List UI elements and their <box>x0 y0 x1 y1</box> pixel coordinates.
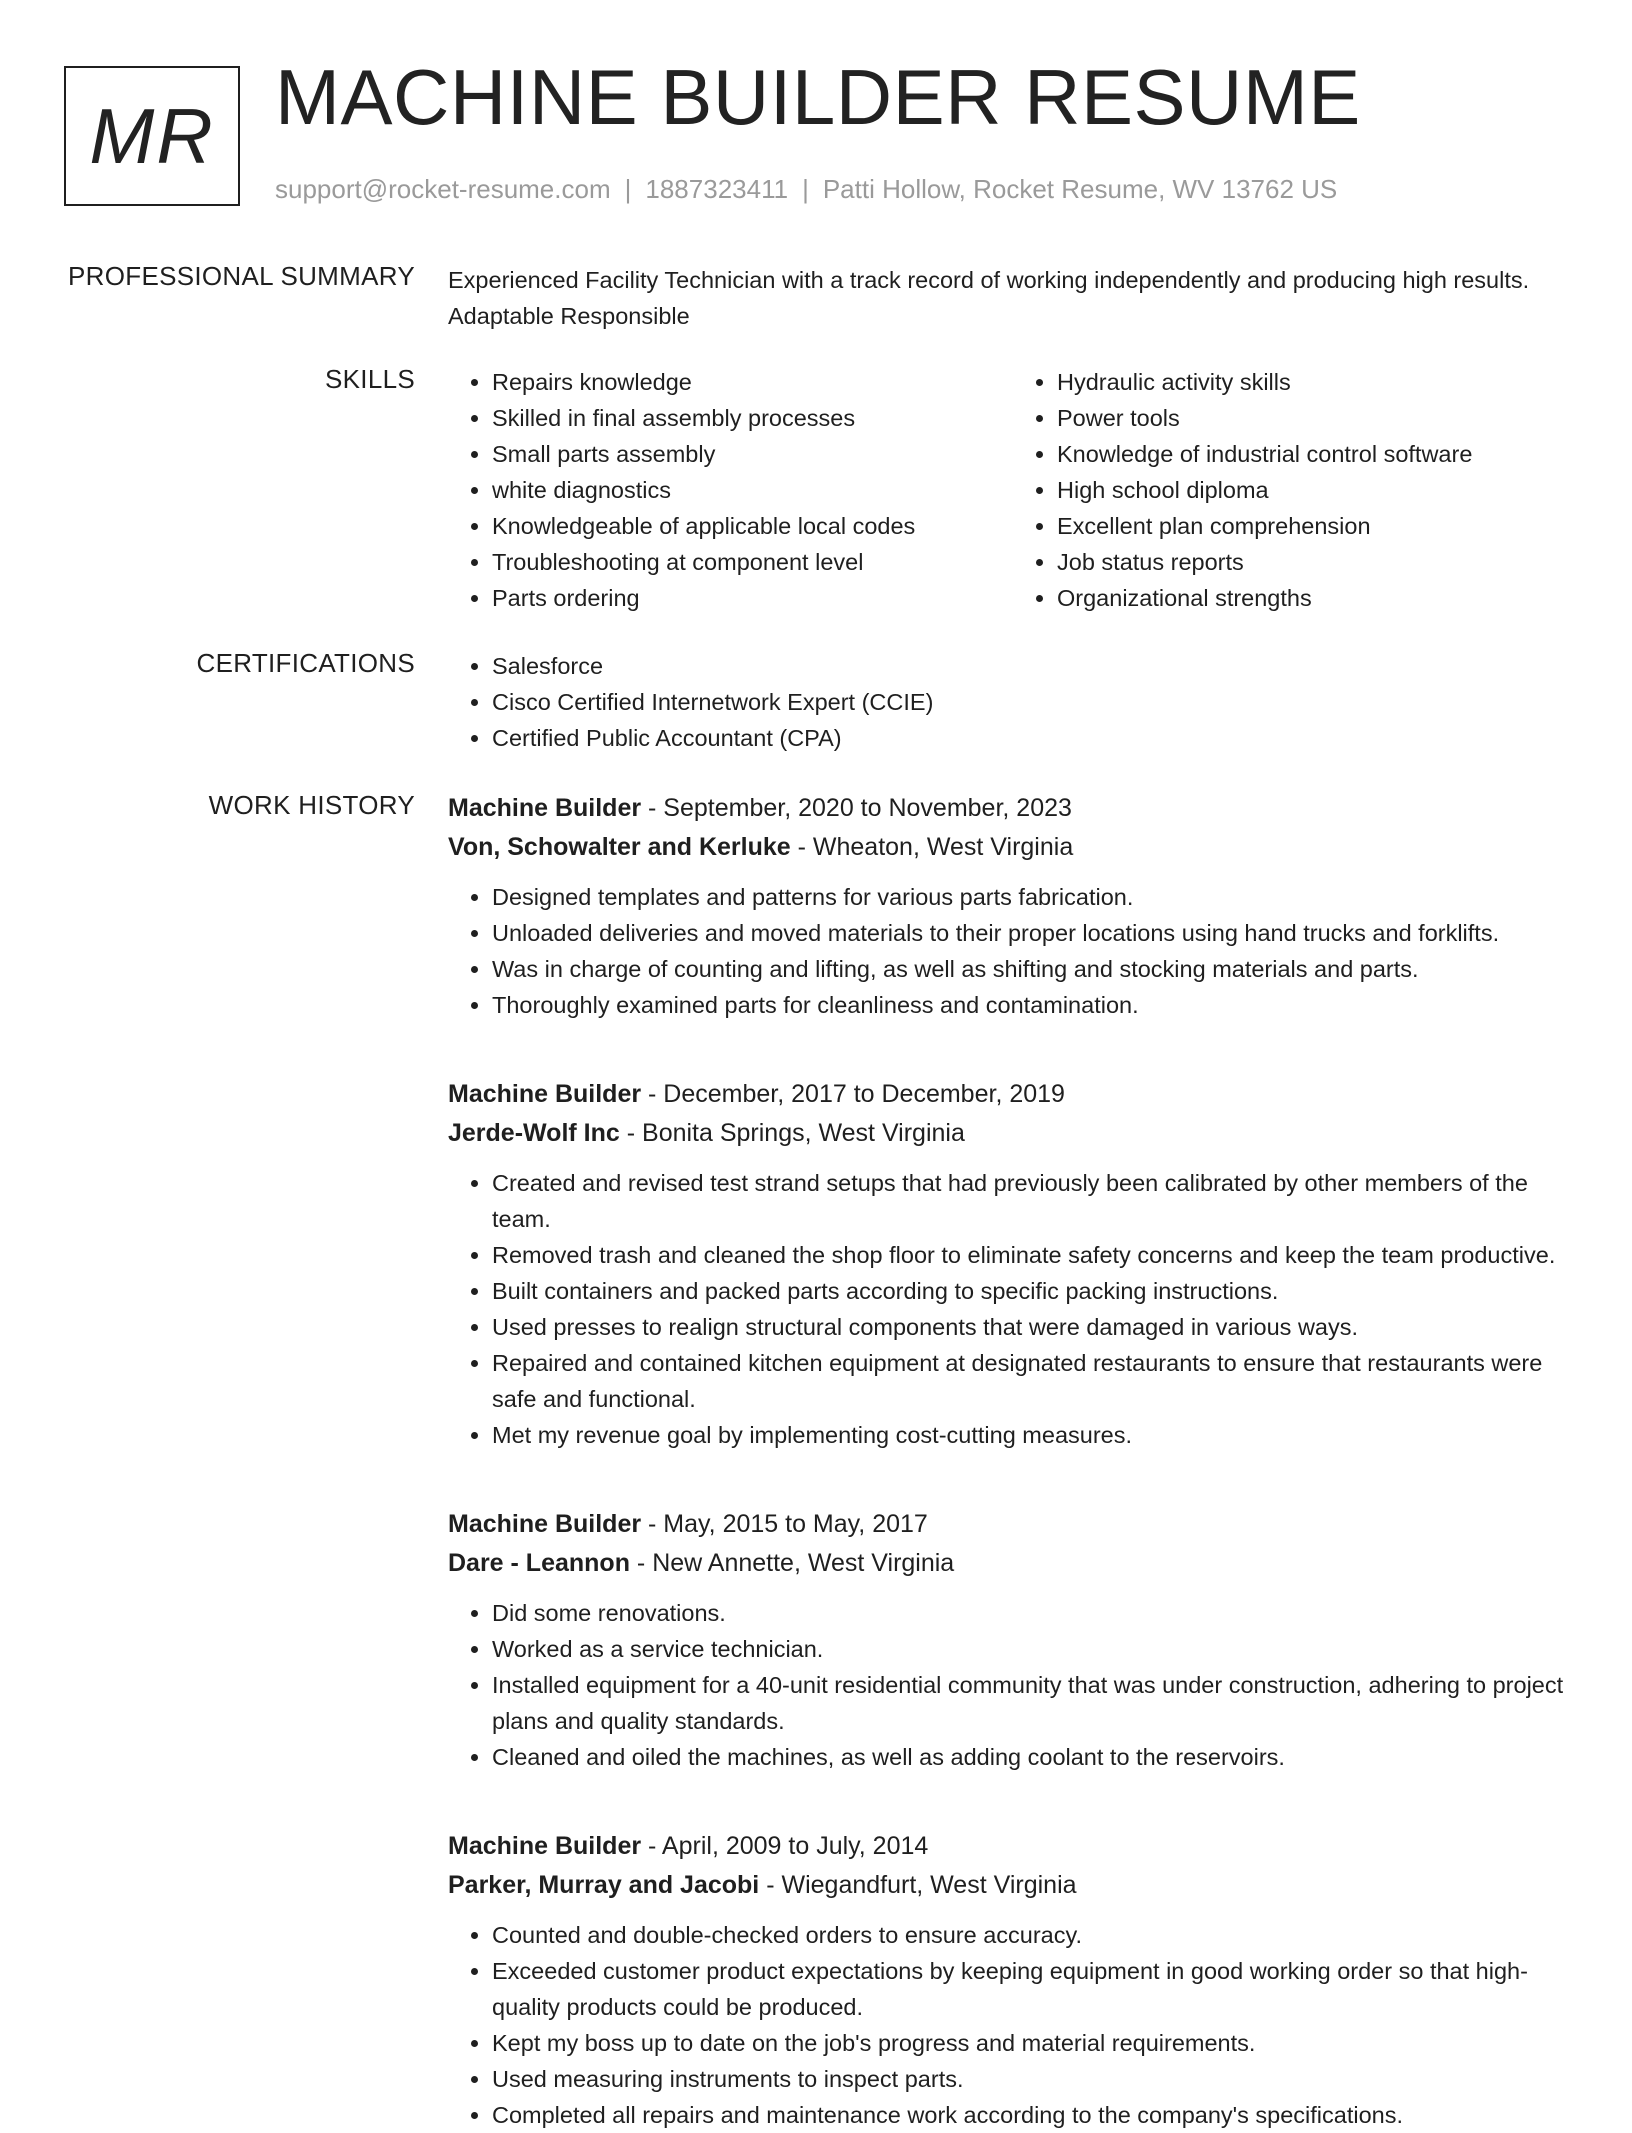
job-bullet: • Counted and double-checked orders to ensure accuracy. <box>492 1917 1578 1953</box>
job-title-line <box>448 1505 1578 1544</box>
section-label-skills: SKILLS <box>325 364 415 394</box>
skill-item: • Troubleshooting at component level <box>492 544 1013 580</box>
job-bullet: • Installed equipment for a 40-unit residential community that was under construction, adhering to project plans and quality standards. <box>492 1667 1578 1739</box>
job-company: Parker, Murray and Jacobi <box>448 1871 760 1899</box>
job-location: - Wiegandfurt, West Virginia <box>759 1871 1077 1899</box>
job-bullets <box>448 879 1578 1023</box>
job-bullet: • Exceeded customer product expectations by keeping equipment in good working order so that high-quality products could be produced. <box>492 1953 1578 2025</box>
skill-item: • Excellent plan comprehension <box>1057 508 1578 544</box>
job-title-line <box>448 789 1578 828</box>
skills-list-right <box>1013 364 1578 616</box>
job-bullet: • Used presses to realign structural components that were damaged in various ways. <box>492 1309 1578 1345</box>
job-location: - Wheaton, West Virginia <box>790 833 1074 861</box>
skill-item: • Repairs knowledge <box>492 364 1013 400</box>
job-bullet: • Did some renovations. <box>492 1595 1578 1631</box>
skill-item: • Skilled in final assembly processes <box>492 400 1013 436</box>
contact-address: Patti Hollow, Rocket Resume, WV 13762 US <box>822 174 1338 204</box>
job-location: - New Annette, West Virginia <box>629 1549 955 1577</box>
contact-phone[interactable]: 1887323411 <box>645 174 789 204</box>
job-title-line <box>448 1827 1578 1866</box>
skill-item: • Parts ordering <box>492 580 1013 616</box>
summary-text: Experienced Facility Technician with a track record of working independently and producing high results. Adaptable Responsible <box>448 267 1530 329</box>
job-company-line <box>448 1114 1578 1153</box>
job-bullet: • Was in charge of counting and lifting, as well as shifting and stocking materials and parts. <box>492 951 1578 987</box>
job-dates: - May, 2015 to May, 2017 <box>641 1510 928 1538</box>
skill-item: • Small parts assembly <box>492 436 1013 472</box>
skill-item: • High school diploma <box>1057 472 1578 508</box>
skill-item: • Knowledge of industrial control software <box>1057 436 1578 472</box>
job-title: Machine Builder <box>448 1080 642 1108</box>
job-bullet: • Cleaned and oiled the machines, as well as adding coolant to the reservoirs. <box>492 1739 1578 1775</box>
certifications-list <box>448 648 1578 756</box>
job-company: Dare - Leannon <box>448 1549 630 1577</box>
contact-separator: | <box>624 174 632 204</box>
job-location: - Bonita Springs, West Virginia <box>619 1119 965 1147</box>
contact-separator: | <box>802 174 809 204</box>
job-title: Machine Builder <box>448 794 642 822</box>
certifications-content <box>448 648 1578 756</box>
job-dates: - April, 2009 to July, 2014 <box>641 1832 929 1860</box>
initials: MR <box>89 91 215 180</box>
job-bullets <box>448 1165 1578 1453</box>
job-bullet: • Worked as a service technician. <box>492 1631 1578 1667</box>
job-bullets <box>448 1595 1578 1775</box>
job-company: Von, Schowalter and Kerluke <box>448 833 791 861</box>
monogram-logo <box>64 66 240 206</box>
job-bullet: • Met my revenue goal by implementing cost-cutting measures. <box>492 1417 1578 1453</box>
skill-item: • white diagnostics <box>492 472 1013 508</box>
job-company-line <box>448 828 1578 867</box>
job-entry <box>448 1505 1578 1775</box>
job-bullet: • Removed trash and cleaned the shop floor to eliminate safety concerns and keep the team productive. <box>492 1237 1578 1273</box>
work-history-content <box>448 789 1578 2133</box>
job-bullet: • Built containers and packed parts according to specific packing instructions. <box>492 1273 1578 1309</box>
skill-item: • Knowledgeable of applicable local codes <box>492 508 1013 544</box>
job-bullets <box>448 1917 1578 2133</box>
job-title: Machine Builder <box>448 1510 642 1538</box>
job-entry <box>448 1075 1578 1453</box>
skill-item: • Hydraulic activity skills <box>1057 364 1578 400</box>
job-entry <box>448 789 1578 1023</box>
resume-title: MACHINE BUILDER RESUME <box>275 53 1361 141</box>
job-bullet: • Created and revised test strand setups that had previously been calibrated by other members of the team. <box>492 1165 1578 1237</box>
job-title: Machine Builder <box>448 1832 642 1860</box>
skill-item: • Organizational strengths <box>1057 580 1578 616</box>
contact-email[interactable]: support@rocket-resume.com <box>275 174 611 204</box>
job-title-line <box>448 1075 1578 1114</box>
section-label-certifications: CERTIFICATIONS <box>196 648 415 678</box>
job-bullet: • Kept my boss up to date on the job's progress and material requirements. <box>492 2025 1578 2061</box>
certification-item: • Certified Public Accountant (CPA) <box>492 720 1578 756</box>
job-company: Jerde-Wolf Inc <box>448 1119 620 1147</box>
section-label-summary: PROFESSIONAL SUMMARY <box>68 261 415 291</box>
job-dates: - September, 2020 to November, 2023 <box>641 794 1072 822</box>
job-bullet: • Repaired and contained kitchen equipment at designated restaurants to ensure that restaurants were safe and functional. <box>492 1345 1578 1417</box>
job-bullet: • Unloaded deliveries and moved materials to their proper locations using hand trucks and forklifts. <box>492 915 1578 951</box>
job-bullet: • Designed templates and patterns for various parts fabrication. <box>492 879 1578 915</box>
skills-content <box>448 364 1578 616</box>
job-bullet: • Thoroughly examined parts for cleanliness and contamination. <box>492 987 1578 1023</box>
section-label-work-history: WORK HISTORY <box>208 790 415 820</box>
job-company-line <box>448 1544 1578 1583</box>
contact-line <box>275 174 1337 205</box>
skill-item: • Job status reports <box>1057 544 1578 580</box>
job-bullet: • Used measuring instruments to inspect parts. <box>492 2061 1578 2097</box>
job-entry <box>448 1827 1578 2133</box>
skill-item: • Power tools <box>1057 400 1578 436</box>
job-bullet: • Completed all repairs and maintenance work according to the company's specifications. <box>492 2097 1578 2133</box>
certification-item: • Cisco Certified Internetwork Expert (CCIE) <box>492 684 1578 720</box>
job-company-line <box>448 1866 1578 1905</box>
certification-item: • Salesforce <box>492 648 1578 684</box>
job-dates: - December, 2017 to December, 2019 <box>641 1080 1065 1108</box>
skills-list-left <box>448 364 1013 616</box>
